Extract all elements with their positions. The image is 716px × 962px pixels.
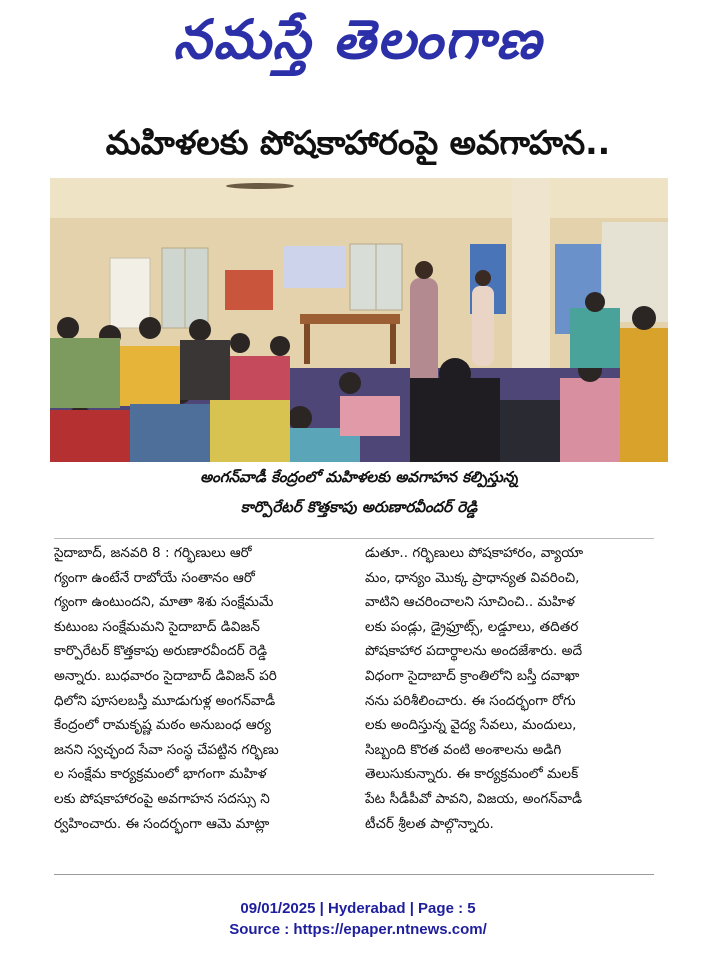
article-line: డుతూ.. గర్భిణులు పోషకాహారం, వ్యాయా: [365, 545, 584, 561]
photo-of-awareness-meeting-icon: [50, 178, 668, 462]
article-body: [54, 538, 654, 871]
article-line: మం, ధాన్యం మొక్క ప్రాధాన్యత వివరించి,: [365, 569, 580, 586]
article-line: విధంగా సైదాబాద్ క్రాంతిలోని బస్తీ దవాఖా: [365, 667, 580, 684]
article-line: వాటిని ఆచరించాలని సూచించి.. మహిళ: [365, 594, 575, 611]
footer-date-edition-page: 09/01/2025 | Hyderabad | Page : 5: [240, 900, 476, 917]
article-line: టీచర్ శ్రీలత పాల్గొన్నారు.: [365, 815, 494, 832]
article-line: తెలుసుకున్నారు. ఈ కార్యక్రమంలో మలక్: [365, 766, 579, 783]
article-line: కార్పొరేటర్ కొత్తకాపు అరుణారవీందర్ రెడ్డి: [54, 643, 268, 660]
article-line: ల సంక్షేమ కార్యక్రమంలో భాగంగా మహిళ: [54, 766, 267, 783]
article-line: కేంద్రంలో రామకృష్ణ మఠం అనుబంధ ఆర్య: [54, 717, 271, 734]
article-line: నను పరిశీలించారు. ఈ సందర్భంగా రోగు: [365, 692, 576, 709]
article-column-right: [365, 541, 654, 871]
article-line: లకు పోషకాహారంపై అవగాహన సదస్సు ని: [54, 790, 270, 807]
caption-line-1: అంగన్‌వాడీ కేంద్రంలో మహిళలకు అవగాహన కల్పిస్తున్న: [200, 468, 518, 486]
article-line: గ్యంగా ఉంటేనే రాబోయే సంతానం ఆరో: [54, 569, 255, 586]
article-column-left: [54, 541, 343, 871]
article-line: పోషకాహార పదార్థాలను అందజేశారు. అదే: [365, 643, 583, 660]
article-line: గ్యంగా ఉంటుందని, మాతా శిశు సంక్షేమమే: [54, 594, 274, 611]
caption-line-2: కార్పొరేటర్ కొత్తకాపు అరుణారవీందర్ రెడ్డి: [240, 498, 478, 516]
divider: [54, 874, 654, 875]
article-line: లకు పండ్లు, డ్రైఫ్రూట్స్, లడ్డూలు, తదితర: [365, 618, 579, 635]
masthead-title: నమస్తే తెలంగాణ: [173, 8, 543, 71]
footer-source-link[interactable]: Source : https://epaper.ntnews.com/: [229, 921, 487, 938]
article-line: కుటుంబ సంక్షేమమని సైదాబాద్ డివిజన్: [54, 618, 260, 635]
article-line: ర్వహించారు. ఈ సందర్భంగా ఆమె మాట్లా: [54, 815, 270, 832]
article-headline: మహిళలకు పోషకాహారంపై అవగాహన..: [105, 123, 611, 162]
article-line: ధిలోని పూసలబస్తీ మూడుగుళ్ల అంగన్‌వాడీ: [54, 692, 276, 709]
article-line: సైదాబాద్, జనవరి 8 : గర్భిణులు ఆరో: [54, 545, 252, 561]
page-footer: [0, 898, 716, 940]
article-line: జనని స్వచ్ఛంద సేవా సంస్థ చేపట్టిన గర్భిణు: [54, 741, 279, 758]
photo-caption: [50, 462, 668, 528]
article-line: సిబ్బంది కొరత వంటి అంశాలను అడిగి: [365, 741, 562, 758]
article-line: అన్నారు. బుధవారం సైదాబాద్ డివిజన్ పరి: [54, 667, 277, 684]
news-photo: [50, 178, 668, 462]
article-line: పేట సీడీపీవో పావని, విజయ, అంగన్‌వాడీ: [365, 790, 583, 807]
article-line: లకు అందిస్తున్న వైద్య సేవలు, మందులు,: [365, 717, 577, 734]
